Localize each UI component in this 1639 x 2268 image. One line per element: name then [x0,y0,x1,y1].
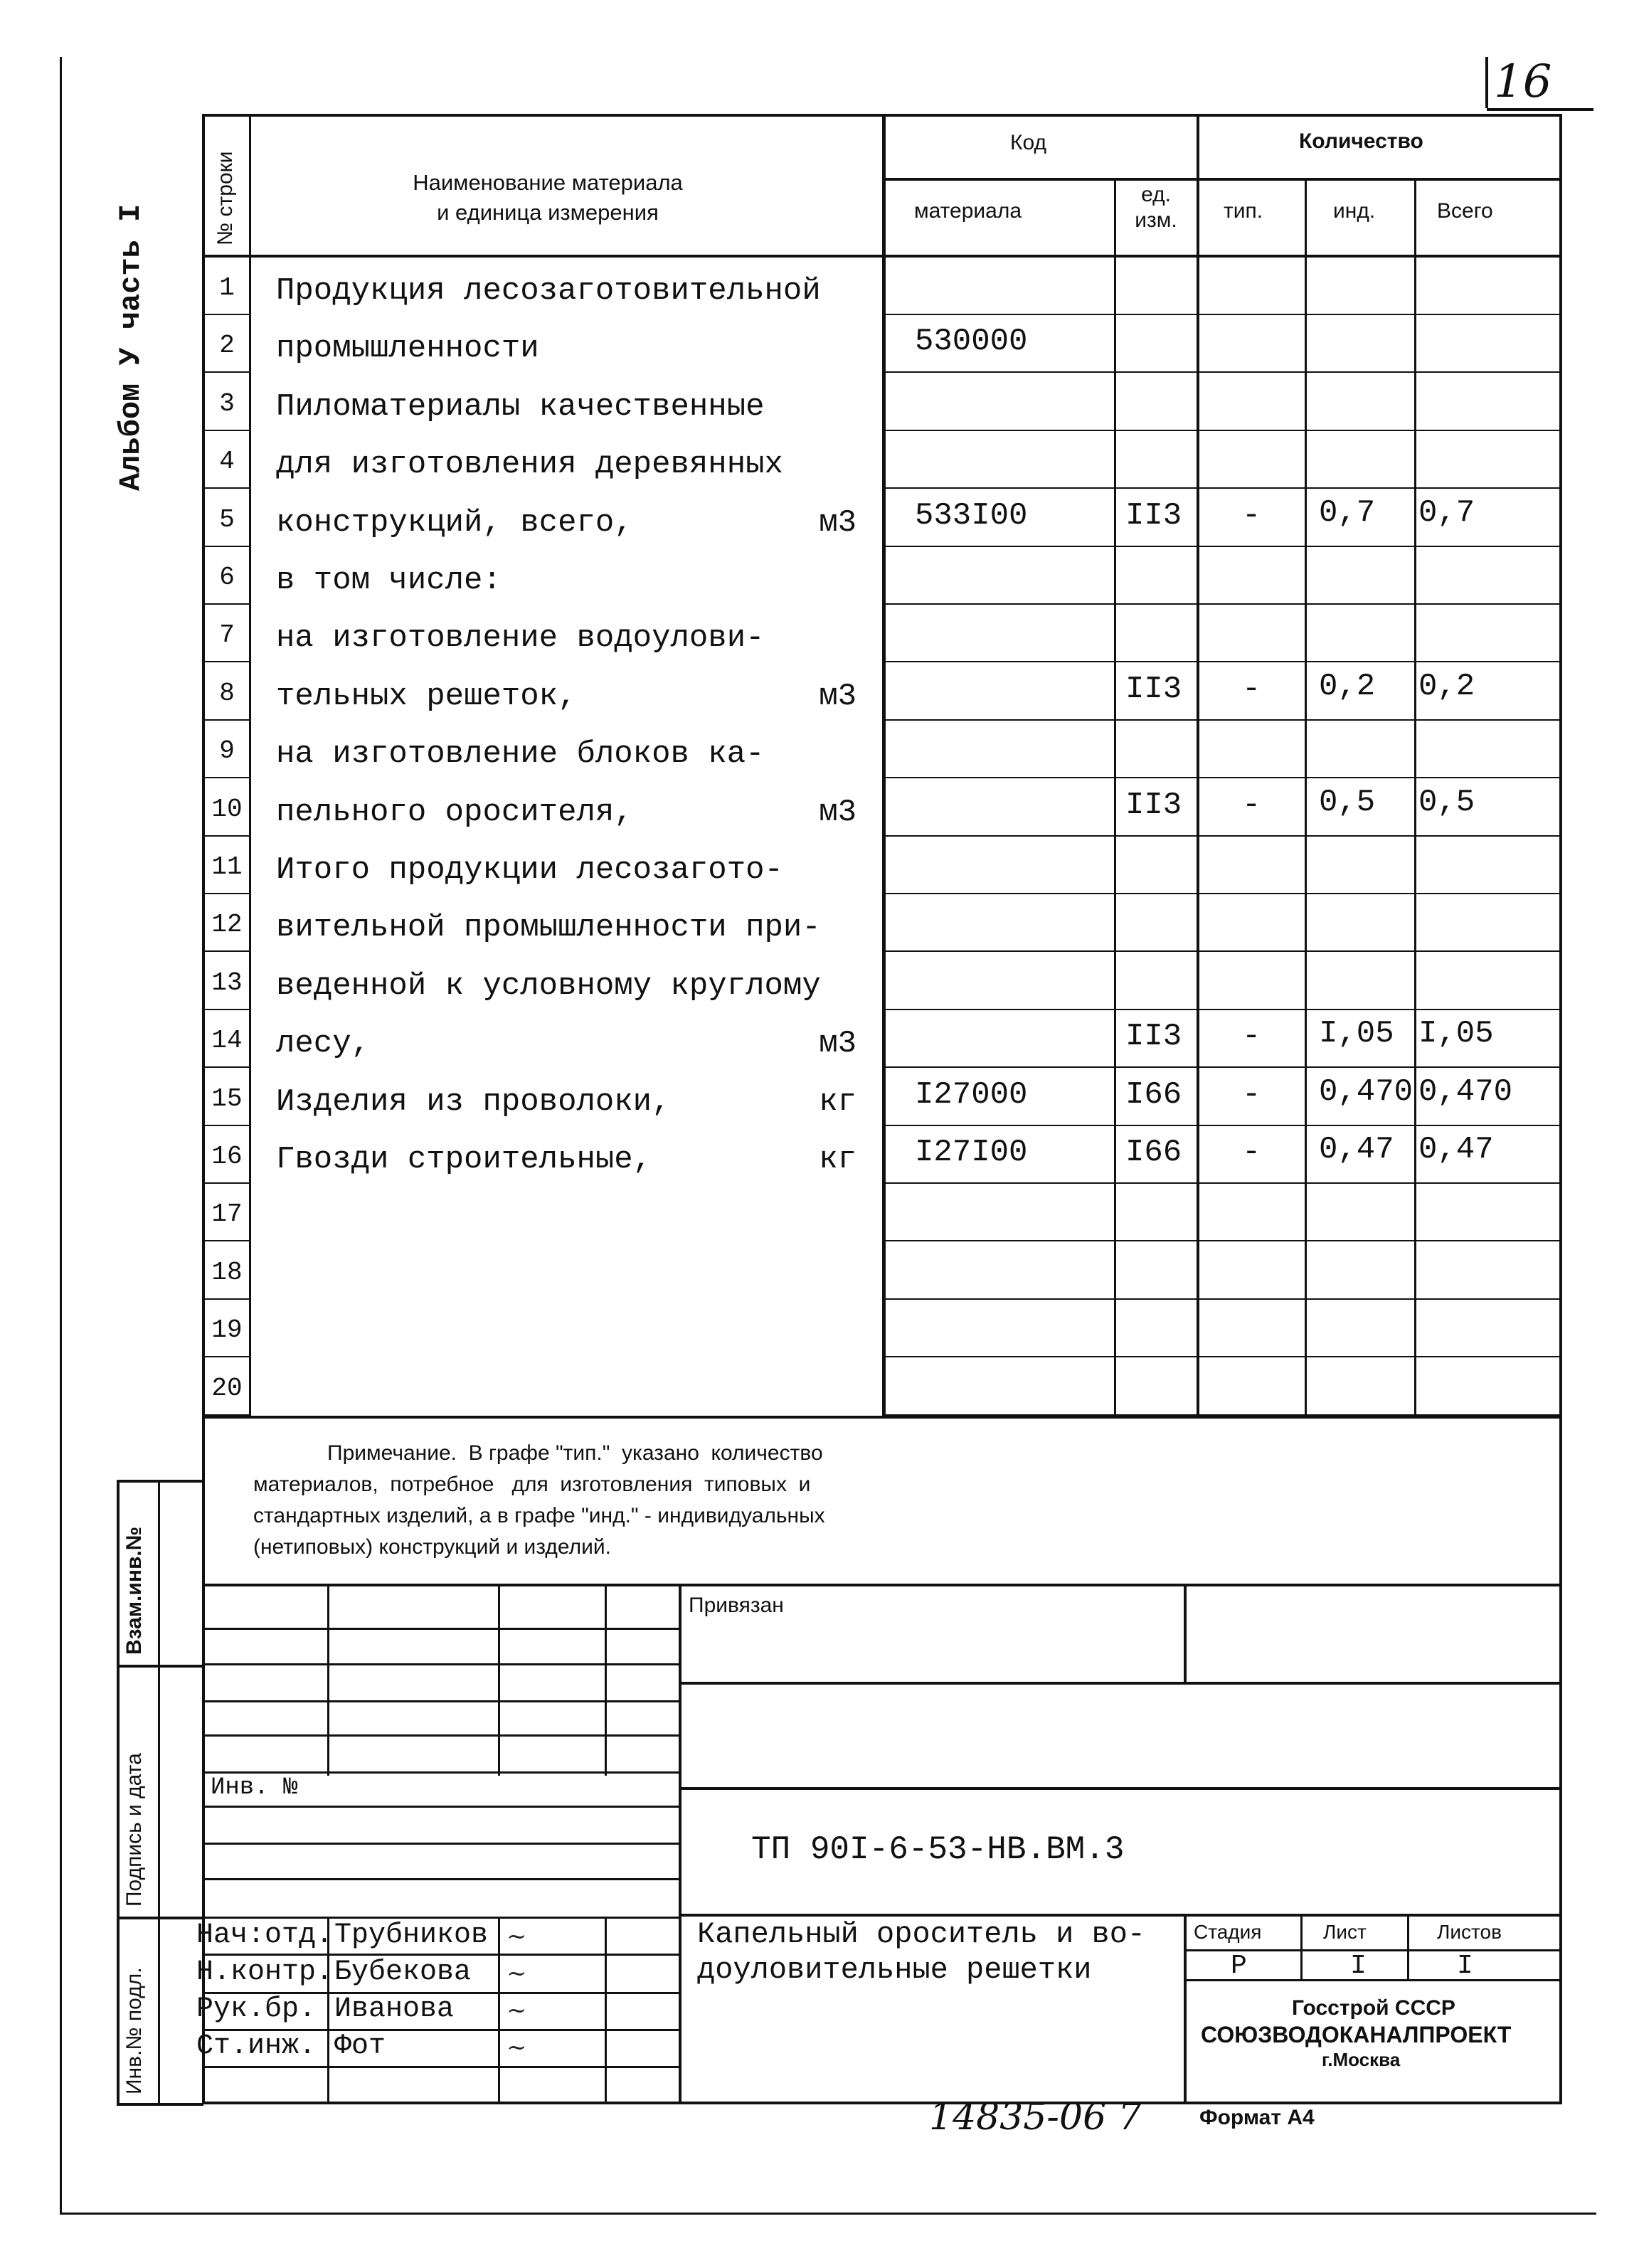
material-name: пельного оросителя, [276,795,633,830]
header-tip: тип. [1224,199,1263,223]
row-divider [882,603,1559,605]
row-divider [203,546,250,547]
row-number: 17 [211,1199,243,1229]
unit-code: II3 [1125,788,1182,823]
row-number: 20 [211,1374,243,1403]
org-line-3: г.Москва [1322,2049,1401,2070]
header-kod-material: материала [914,199,1022,223]
qty-total: I,05 [1418,1016,1494,1051]
material-name: на изготовление водоулови- [276,620,765,656]
album-label: Альбом У часть I [114,203,148,491]
material-name: конструкций, всего, [276,505,633,541]
unit-label: м3 [819,679,856,714]
signatory-role: Н.контр. [196,1956,334,1988]
row-divider [882,893,1559,894]
page-number: 16 [1494,55,1552,108]
format-label: Формат А4 [1199,2106,1315,2129]
material-name: веденной к условному круглому [276,968,821,1004]
signatory-role: Нач:отд. [196,1919,334,1951]
row-divider [882,719,1559,721]
signature-scribble: ~ [506,1922,527,1951]
row-divider [203,1240,250,1241]
inventory-handwritten: 14835-06 7 [929,2096,1142,2139]
qty-tip: - [1242,498,1261,534]
vzam-inv-label: Взам.инв.№ [122,1526,146,1655]
signatory-name: Иванова [334,1993,455,2025]
stadiya-label: Стадия [1194,1921,1262,1943]
row-divider [203,661,250,662]
signature-scribble: ~ [506,1959,527,1988]
unit-code: II3 [1125,672,1182,707]
row-divider [882,371,1559,373]
row-divider [203,487,250,489]
row-divider [882,1240,1559,1241]
row-number: 8 [219,679,235,708]
header-vsego: Всего [1437,199,1493,223]
note-line-2: материалов, потребное для изготовления типовых и [253,1473,811,1496]
qty-ind: 0,2 [1319,669,1376,704]
row-divider [203,1182,250,1184]
row-divider [882,430,1559,431]
header-ind: инд. [1333,199,1376,223]
qty-ind: 0,47 [1319,1132,1394,1167]
row-number: 2 [219,331,235,360]
row-divider [882,314,1559,315]
row-divider [882,1066,1559,1068]
qty-ind: 0,7 [1319,495,1376,531]
podpis-data-label: Подпись и дата [122,1753,146,1907]
row-number: 1 [219,273,235,302]
row-number: 15 [211,1084,243,1113]
row-divider [203,430,250,431]
row-number: 18 [211,1258,243,1287]
unit-code: II3 [1125,498,1182,534]
row-divider [882,661,1559,662]
header-kod: Код [1010,131,1047,154]
org-line-2: СОЮЗВОДОКАНАЛПРОЕКТ [1201,2022,1512,2047]
signature-scribble: ~ [506,2033,527,2062]
material-name: в том числе: [276,563,502,598]
bottom-margin-line [60,2213,1596,2215]
row-divider [203,371,250,373]
list-value: I [1350,1951,1367,1981]
unit-label: м3 [819,505,856,541]
unit-code: I66 [1125,1135,1182,1170]
stadiya-value: Р [1231,1951,1247,1981]
privyazan-label: Привязан [689,1594,784,1617]
document-code: ТП 90I-6-53-НВ.ВМ.3 [751,1831,1125,1868]
header-name: Наименование материала и единица измерения [413,170,683,225]
qty-ind: 0,470 [1319,1074,1413,1110]
qty-tip: - [1242,672,1261,707]
row-divider [203,719,250,721]
header-ed: ед. изм. [1135,183,1177,232]
row-divider [882,1414,1559,1416]
row-number: 10 [211,795,243,824]
row-number: 14 [211,1026,243,1055]
qty-tip: - [1242,1077,1261,1113]
inv-podl-label: Инв.№ подл. [122,1967,146,2094]
qty-ind: I,05 [1319,1016,1394,1051]
row-divider [882,1182,1559,1184]
material-name: вительной промышленности при- [276,910,821,945]
header-kolichestvo: Количество [1299,129,1423,153]
unit-label: м3 [819,795,856,830]
row-divider [882,835,1559,837]
material-code: I27I00 [915,1135,1028,1170]
row-number: 13 [211,968,243,997]
row-divider [203,950,250,952]
row-divider [882,487,1559,489]
row-divider [203,1066,250,1068]
material-name: Продукция лесозаготовительной [276,273,821,309]
row-divider [882,777,1559,778]
list-label: Лист [1323,1921,1367,1943]
material-name: Изделия из проволоки, [276,1084,671,1120]
page-number-divider [1485,57,1488,108]
left-margin-line [60,57,62,2213]
listov-value: I [1457,1951,1473,1981]
qty-total: 0,7 [1418,495,1475,531]
row-divider [203,1356,250,1357]
drawing-title: Капельный ороситель и во- доуловительные решетки [697,1917,1146,1987]
unit-label: м3 [819,1026,856,1061]
signatory-role: Ст.инж. [196,2030,317,2062]
row-divider [882,1009,1559,1010]
unit-label: кг [819,1142,856,1177]
note-line-4: (нетиповых) конструкций и изделий. [253,1535,611,1559]
material-code: 533I00 [915,498,1028,534]
row-divider [882,1356,1559,1357]
qty-total: 0,2 [1418,669,1475,704]
header-rownum: № строки [213,151,237,245]
row-number: 12 [211,910,243,939]
qty-tip: - [1242,1135,1261,1170]
material-name: для изготовления деревянных [276,447,783,482]
qty-total: 0,5 [1418,785,1475,820]
org-line-1: Госстрой СССР [1292,1996,1455,2020]
qty-total: 0,470 [1418,1074,1513,1110]
row-divider [203,893,250,894]
inv-no-label: Инв. № [211,1774,298,1801]
material-name: тельных решеток, [276,679,577,714]
row-number: 9 [219,736,235,765]
unit-code: II3 [1125,1019,1182,1054]
row-number: 19 [211,1315,243,1345]
qty-tip: - [1242,1019,1261,1054]
material-name: Итого продукции лесозагото- [276,852,783,888]
signature-scribble: ~ [506,1996,527,2025]
material-code: 530000 [915,324,1028,359]
row-number: 7 [219,620,235,650]
row-divider [882,1298,1559,1300]
qty-ind: 0,5 [1319,785,1376,820]
row-number: 4 [219,447,235,476]
qty-tip: - [1242,788,1261,823]
signatory-name: Трубников [334,1919,489,1951]
material-name: Гвозди строительные, [276,1142,652,1177]
unit-code: I66 [1125,1077,1182,1113]
row-divider [203,603,250,605]
row-number: 5 [219,505,235,534]
row-divider [882,950,1559,952]
row-divider [203,777,250,778]
row-number: 3 [219,389,235,418]
row-divider [203,1298,250,1300]
material-name: на изготовление блоков ка- [276,736,765,772]
row-divider [882,1125,1559,1126]
signatory-role: Рук.бр. [196,1993,317,2025]
material-code: I27000 [915,1077,1028,1113]
row-number: 16 [211,1142,243,1171]
row-number: 11 [211,852,243,881]
listov-label: Листов [1437,1921,1502,1943]
qty-total: 0,47 [1418,1132,1494,1167]
material-name: лесу, [276,1026,371,1061]
row-divider [203,1414,250,1416]
row-divider [882,546,1559,547]
material-name: Пиломатериалы качественные [276,389,765,425]
page-number-underline [1487,108,1593,111]
signatory-name: Бубекова [334,1956,472,1988]
note-line-1: Примечание. В графе "тип." указано количество [327,1441,823,1465]
row-divider [203,1009,250,1010]
unit-label: кг [819,1084,856,1120]
row-divider [203,314,250,315]
note-line-3: стандартных изделий, а в графе "инд." - индивидуальных [253,1504,825,1527]
row-divider [203,1125,250,1126]
row-number: 6 [219,563,235,592]
material-name: промышленности [276,331,539,366]
signatory-name: Фот [334,2030,386,2062]
row-divider [203,835,250,837]
